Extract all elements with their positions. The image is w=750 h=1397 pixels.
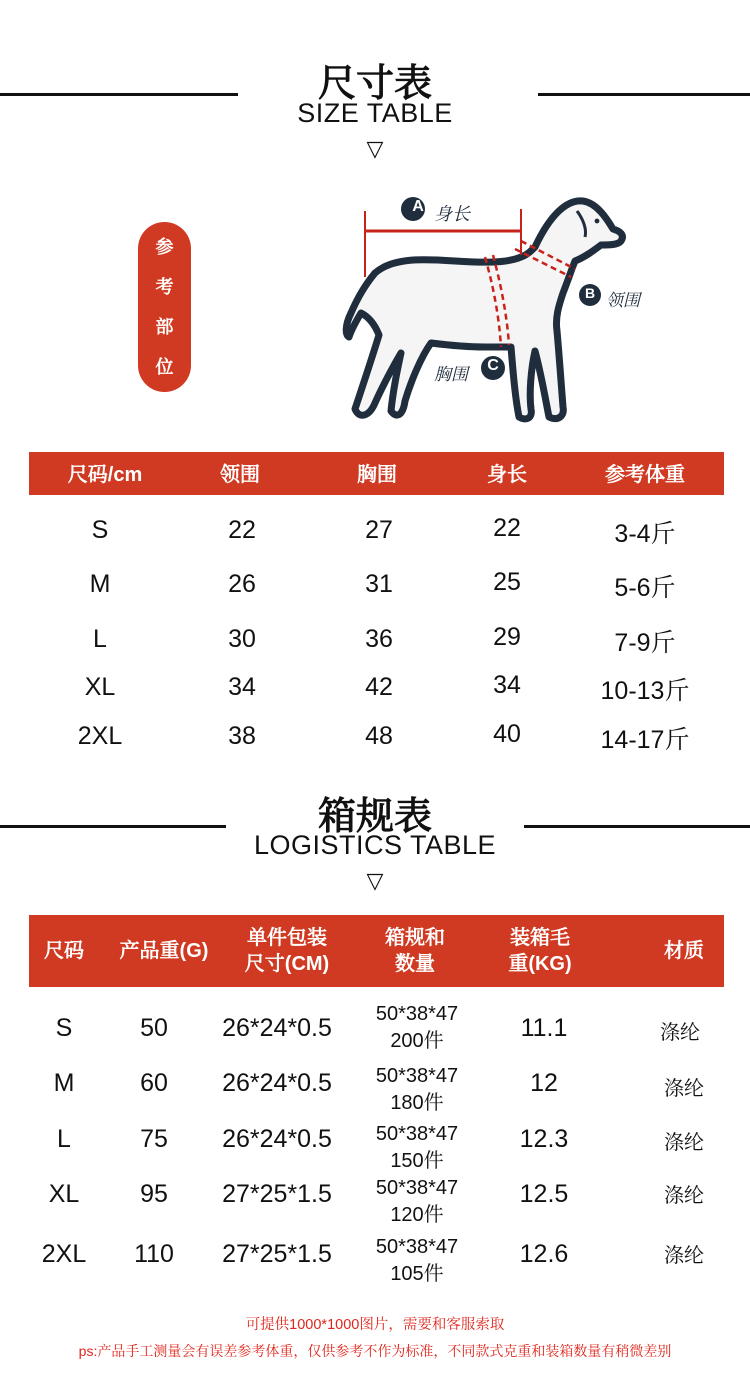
size-cell: S [91,516,109,544]
size-cell: XL [84,673,116,701]
length-cell: 25 [493,568,521,596]
weight-cell: 50 [140,1014,168,1042]
material-cell: 涤纶 [664,1132,704,1154]
size-cell: L [57,1125,71,1153]
header-line2: 重(KG) [508,953,572,975]
neck-cell: 22 [228,516,256,544]
material-cell: 涤纶 [664,1185,704,1207]
gross-cell: 12.3 [519,1125,569,1153]
size-cell: M [53,1069,75,1097]
carton-spec-col-header [360,925,470,977]
pack-cell: 26*24*0.5 [222,1069,332,1097]
box-cell [357,1063,477,1117]
marker-a-letter: A [412,198,424,215]
badge-char-3: 部 [155,317,174,337]
badge-char-4: 位 [155,357,174,377]
header-line1: 箱规和 [385,927,445,949]
size-cell: 2XL [77,722,123,750]
package-size-col-header [228,925,346,977]
pack-cell: 26*24*0.5 [222,1125,332,1153]
weight-cell: 60 [140,1069,168,1097]
weight-cell: 110 [134,1240,174,1268]
neck-cell: 38 [228,722,256,750]
neck-cell: 30 [228,625,256,653]
header-text: 材质 [664,940,704,962]
size-cell: 2XL [41,1240,87,1268]
weight-cell: 75 [140,1125,168,1153]
gross-weight-col-header [485,925,595,977]
gross-cell: 11.1 [520,1014,568,1042]
weight-cell: 10-13斤 [600,677,690,705]
header-text: 产品重(G) [119,940,209,962]
size-cell: XL [48,1180,80,1208]
reference-parts-badge [138,222,191,392]
measurement-disclaimer: ps:产品手工测量会有误差参考体重，仅供参考不作为标准，不同款式克重和装箱数量有稍微差别 [78,1343,672,1359]
header-line2: 数量 [395,953,435,975]
marker-b-letter: B [584,285,596,301]
marker-c-letter: C [487,357,499,374]
badge-char-2: 考 [155,277,174,297]
length-cell: 22 [493,514,521,542]
chest-cell: 31 [365,570,393,598]
box-dims: 50*38*47 [375,1123,459,1145]
header-text: 尺码 [44,940,84,962]
weight-cell: 3-4斤 [614,520,676,548]
box-dims: 50*38*47 [375,1236,459,1258]
pack-cell: 27*25*1.5 [222,1180,332,1208]
box-dims: 50*38*47 [375,1177,459,1199]
box-cell [357,1001,477,1055]
header-line2: 尺寸(CM) [244,953,330,975]
box-dims: 50*38*47 [375,1065,459,1087]
logistics-table-subtitle: LOGISTICS TABLE [253,830,497,860]
neck-cell: 26 [228,570,256,598]
length-cell: 29 [493,623,521,651]
header-line1: 装箱毛 [510,927,570,949]
length-cell: 34 [493,671,521,699]
box-qty: 180件 [390,1092,444,1114]
down-triangle-icon: ▽ [366,868,384,893]
box-qty: 120件 [390,1204,444,1226]
pack-cell: 26*24*0.5 [222,1014,332,1042]
badge-char-1: 参 [155,237,174,257]
box-cell [357,1234,477,1288]
size-table-subtitle: SIZE TABLE [297,98,453,128]
box-qty: 150件 [390,1150,444,1172]
material-cell: 涤纶 [664,1245,704,1267]
dog-silhouette [346,201,622,419]
weight-col-header: 参考体重 [605,464,685,486]
gross-cell: 12.6 [519,1240,569,1268]
weight-cell: 7-9斤 [614,629,676,657]
chest-col-header: 胸围 [357,464,397,486]
chest-cell: 36 [365,625,393,653]
chest-cell: 27 [365,516,393,544]
weight-cell: 14-17斤 [600,726,690,754]
marker-b-text: 领围 [606,291,640,310]
box-qty: 105件 [390,1263,444,1285]
box-cell [357,1175,477,1229]
logistics-table-title: 箱规表 [317,796,432,838]
material-cell: 涤纶 [664,1078,704,1100]
marker-c-text: 胸围 [434,365,468,384]
pack-cell: 27*25*1.5 [222,1240,332,1268]
size-cell: M [89,570,111,598]
image-request-note: 可提供1000*1000图片，需要和客服索取 [245,1317,505,1333]
size-cell: S [55,1014,73,1042]
gross-cell: 12 [530,1069,558,1097]
chest-cell: 42 [365,673,393,701]
material-col-header [634,938,734,964]
size-col-header: 尺码/cm [67,464,143,486]
weight-cell: 5-6斤 [614,574,676,602]
header-line1: 单件包装 [247,927,327,949]
box-cell [357,1121,477,1175]
gross-cell: 12.5 [519,1180,569,1208]
length-cell: 40 [493,720,521,748]
neck-col-header: 领围 [220,464,260,486]
down-triangle-icon: ▽ [366,136,384,161]
neck-cell: 34 [228,673,256,701]
size-table-title: 尺寸表 [317,63,432,105]
box-dims: 50*38*47 [375,1003,459,1025]
weight-cell: 95 [140,1180,168,1208]
product-weight-col-header [105,938,223,964]
marker-a-text: 身长 [434,204,470,224]
material-cell: 涤纶 [660,1022,700,1044]
box-qty: 200件 [390,1030,444,1052]
chest-cell: 48 [365,722,393,750]
size-col-header [30,938,98,964]
size-cell: L [93,625,107,653]
length-col-header: 身长 [487,464,527,486]
